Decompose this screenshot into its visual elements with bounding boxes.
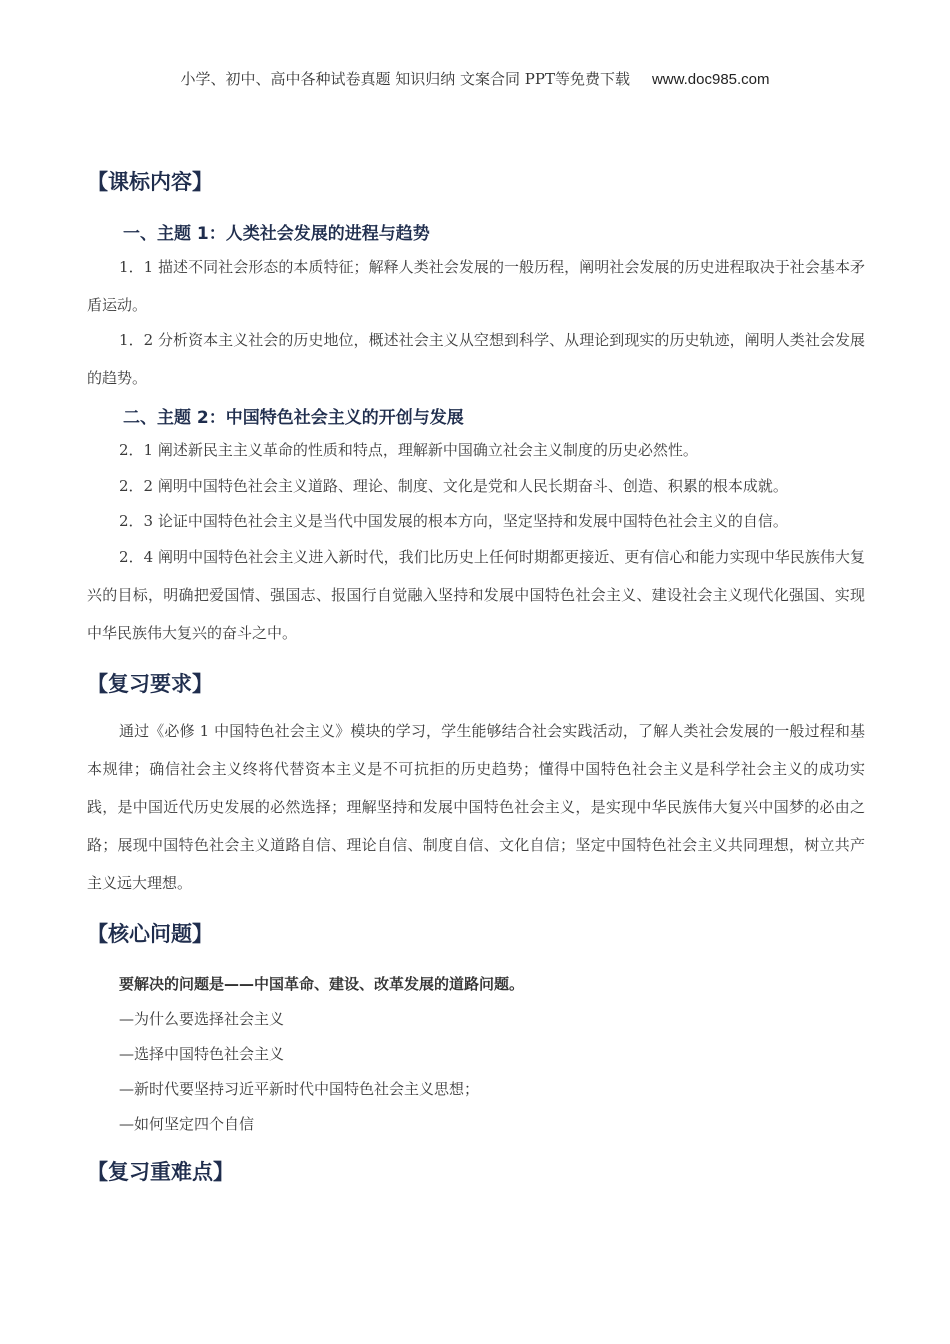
- hexin-item: —为什么要选择社会主义: [119, 1010, 285, 1028]
- topic1-title: 一、主题 1：人类社会发展的进程与趋势: [123, 224, 430, 244]
- section-title-fuxi: 【复习要求】: [87, 672, 213, 696]
- header-text: 小学、初中、高中各种试卷真题 知识归纳 文案合同 PPT等免费下载: [180, 70, 630, 88]
- page-header: [0, 68, 950, 89]
- hexin-lead: 要解决的问题是——中国革命、建设、改革发展的道路问题。: [119, 975, 525, 993]
- section-title-kebiao: 【课标内容】: [87, 170, 213, 194]
- topic2-paragraph-2: 2．2 阐明中国特色社会主义道路、理论、制度、文化是党和人民长期奋斗、创造、积累的根本成就。: [119, 477, 788, 495]
- fuxi-paragraph: 通过《必修 1 中国特色社会主义》模块的学习，学生能够结合社会实践活动，了解人类社会发展的一般过程和基本规律；确信社会主义终将代替资本主义是不可抗拒的历史趋势；懂得中国特色社会主义是科学社会主义的成功实践，是中国近代历史发展的必然选择；理解坚持和发展中国特色社会主义，是实现中华民族伟大复兴中国梦的必由之路；展现中国特色社会主义道路自信、理论自信、制度自信、文化自信；坚定中国特色社会主义共同理想，树立共产主义远大理想。: [87, 722, 865, 892]
- hexin-item: —如何坚定四个自信: [119, 1115, 255, 1133]
- topic1-paragraph-2: 1．2 分析资本主义社会的历史地位，概述社会主义从空想到科学、从理论到现实的历史轨迹，阐明人类社会发展的趋势。: [87, 331, 865, 387]
- topic2-paragraph-4: 2．4 阐明中国特色社会主义进入新时代，我们比历史上任何时期都更接近、更有信心和能力实现中华民族伟大复兴的目标，明确把爱国情、强国志、报国行自觉融入坚持和发展中国特色社会主义、建设社会主义现代化强国、实现中华民族伟大复兴的奋斗之中。: [87, 548, 865, 642]
- hexin-item: —选择中国特色社会主义: [119, 1045, 285, 1063]
- section-title-zhongnan: 【复习重难点】: [87, 1160, 234, 1184]
- hexin-item: —新时代要坚持习近平新时代中国特色社会主义思想；: [119, 1080, 480, 1098]
- topic2-paragraph-3: 2．3 论证中国特色社会主义是当代中国发展的根本方向，坚定坚持和发展中国特色社会主义的自信。: [119, 512, 788, 530]
- topic1-paragraph-1: 1．1 描述不同社会形态的本质特征；解释人类社会发展的一般历程，阐明社会发展的历史进程取决于社会基本矛盾运动。: [87, 258, 865, 314]
- header-url[interactable]: www.doc985.com: [651, 71, 770, 88]
- topic2-title: 二、主题 2：中国特色社会主义的开创与发展: [123, 408, 464, 428]
- topic2-paragraph-1: 2．1 阐述新民主主义革命的性质和特点，理解新中国确立社会主义制度的历史必然性。: [119, 441, 698, 459]
- section-title-hexin: 【核心问题】: [87, 922, 213, 946]
